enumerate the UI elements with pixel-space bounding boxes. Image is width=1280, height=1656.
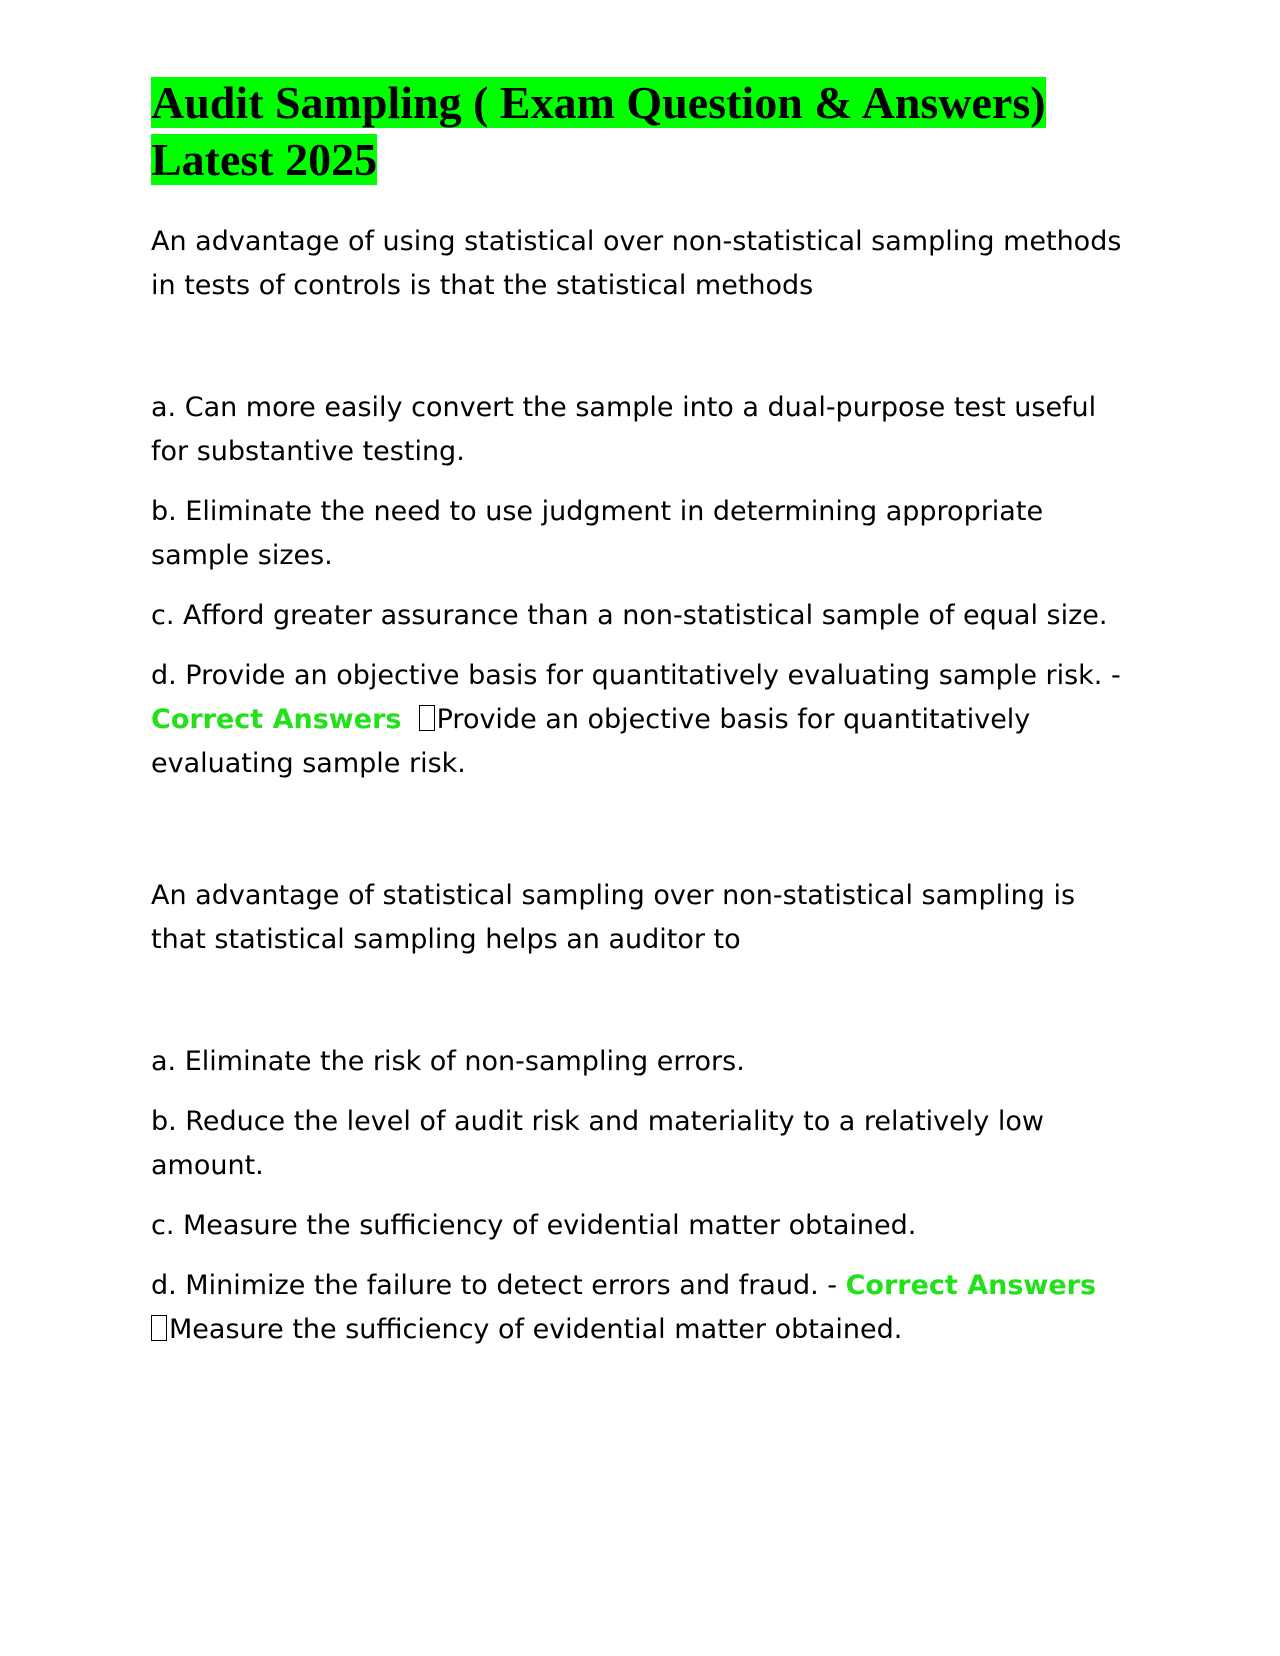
option-d: d. Minimize the failure to detect errors and fraud. -	[151, 1270, 837, 1301]
missing-glyph-box-icon	[151, 1315, 167, 1341]
missing-glyph-box-icon	[419, 705, 435, 731]
document-title	[151, 74, 1137, 188]
option-d-with-answer	[151, 1264, 1137, 1352]
correct-answer-text: Provide an objective basis for quantitatively evaluating sample risk.	[151, 704, 1031, 779]
title-highlight: Audit Sampling ( Exam Question & Answers) Latest 2025	[151, 77, 1046, 185]
correct-answers-label: Correct Answers	[845, 1270, 1097, 1301]
correct-answers-label: Correct Answers	[151, 704, 402, 735]
correct-answer-text: Measure the sufficiency of evidential matter obtained.	[169, 1314, 903, 1345]
option-a: a. Can more easily convert the sample into a dual-purpose test useful for substantive testing.	[151, 392, 1097, 467]
option-a: a. Eliminate the risk of non-sampling errors.	[151, 1046, 745, 1077]
question-block-1	[151, 220, 1137, 786]
question-stem: An advantage of using statistical over non-statistical sampling methods in tests of controls is that the statistical methods	[151, 226, 1122, 301]
document-page	[151, 74, 1137, 1352]
option-d: d. Provide an objective basis for quantitatively evaluating sample risk. -	[151, 660, 1121, 691]
option-c: c. Afford greater assurance than a non-statistical sample of equal size.	[151, 600, 1108, 631]
option-c: c. Measure the sufficiency of evidential matter obtained.	[151, 1210, 917, 1241]
option-b: b. Eliminate the need to use judgment in determining appropriate sample sizes.	[151, 496, 1044, 571]
option-d-with-answer	[151, 654, 1137, 786]
question-block-2	[151, 874, 1137, 1352]
question-stem: An advantage of statistical sampling over non-statistical sampling is that statistical sampling helps an auditor to	[151, 880, 1076, 955]
option-b: b. Reduce the level of audit risk and materiality to a relatively low amount.	[151, 1106, 1044, 1181]
